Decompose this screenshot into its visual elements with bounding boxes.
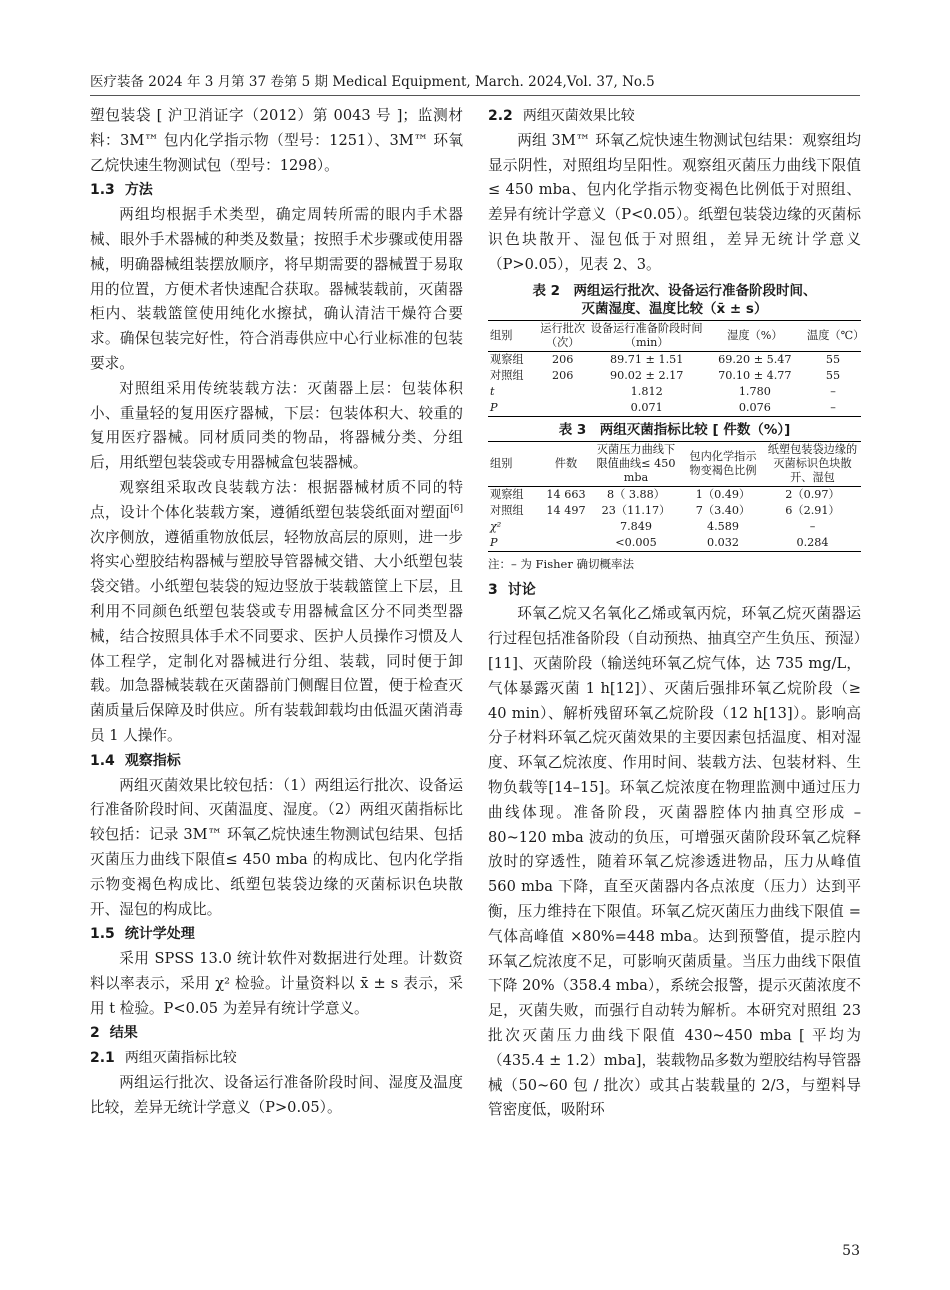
methods-paragraph-1: 两组均根据手术类型，确定周转所需的眼内手术器械、眼外手术器械的种类及数量；按照手术步骤或使用器械，明确器械组装摆放顺序，将早期需要的器械置于易取用的位置，方便术者快速配合获取。器械装载前，灭菌器柜内、装载篮筐使用纯化水擦拭，确认清洁干燥符合要求。确保包装完好性，符合消毒供应中心行业标准的包装要求。 (90, 206, 463, 372)
column-header: 湿度（%） (727, 328, 783, 342)
table-3-caption: 表 3 两组灭菌指标比较 [ 件数（%）] (558, 421, 791, 438)
table-cell: 23（11.17） (601, 503, 671, 517)
right-column (488, 104, 865, 1123)
table-cell (542, 535, 590, 552)
table-cell (542, 519, 590, 535)
column-header: 设备运行准备阶段时间（min） (590, 321, 703, 349)
section-number: 2.1 (90, 1050, 115, 1067)
table-cell: <0.005 (615, 535, 657, 549)
page-number: 53 (842, 1243, 860, 1259)
table-cell: 1.812 (630, 384, 663, 398)
table-2-caption (488, 282, 861, 318)
section-title: 两组灭菌指标比较 (124, 1050, 237, 1067)
section-1-4-heading (90, 749, 463, 774)
section-title: 讨论 (507, 581, 536, 598)
table-cell: t (490, 384, 495, 398)
table-cell: 对照组 (490, 503, 524, 517)
section-2-1-heading (90, 1046, 463, 1071)
column-header: 灭菌压力曲线下限值曲线≤ 450 mba (596, 442, 676, 484)
section-2-heading (90, 1021, 463, 1046)
table-3-note: 注：– 为 Fisher 确切概率法 (488, 556, 634, 571)
statistics-paragraph: 采用 SPSS 13.0 统计软件对数据进行处理。计数资料以率表示，采用 χ² 检验。计量资料以 x̄ ± s 表示，采用 t 检验。P<0.05 为差异有统计学意义。 (90, 950, 463, 1017)
table-cell: – (809, 519, 816, 533)
text-run: 观察组采取改良装载方法：根据器械材质不同的特点，设计个体化装载方案，遵循纸塑包装袋纸面对塑面 (90, 478, 463, 521)
table-cell: 7.849 (619, 519, 653, 533)
table-cell (537, 400, 589, 417)
table-cell: 4.589 (706, 519, 740, 533)
citation: [6] (450, 503, 463, 514)
section-title: 观察指标 (124, 752, 181, 769)
table-row (488, 368, 861, 384)
table-row (488, 535, 861, 552)
intro-paragraph: 塑包装袋 [ 沪卫消证字（2012）第 0043 号 ]；监测材料：3M™ 包内化学指示物（型号：1251）、3M™ 环氧乙烷快速生物测试包（型号：1298）。 (90, 107, 463, 174)
column-header: 组别 (490, 456, 513, 470)
table-cell: – (830, 400, 836, 414)
table-cell: 70.10 ± 4.77 (718, 368, 792, 382)
table-row (488, 351, 861, 368)
section-1-5-heading (90, 922, 463, 947)
section-1-3-heading (90, 178, 463, 203)
section-title: 统计学处理 (124, 926, 195, 943)
table-3 (488, 441, 861, 552)
table-cell: 0.032 (706, 535, 740, 549)
section-number: 2 (90, 1025, 100, 1042)
column-header: 包内化学指示物变褐色比例 (689, 449, 757, 477)
section-title: 方法 (124, 182, 153, 199)
table-row (488, 486, 861, 503)
column-header: 运行批次（次） (540, 321, 586, 349)
table-cell: 69.20 ± 5.47 (718, 352, 792, 366)
table-cell: 55 (825, 368, 841, 382)
discussion-paragraph: 环氧乙烷又名氧化乙烯或氧丙烷，环氧乙烷灭菌器运行过程包括准备阶段（自动预热、抽真空产生负压、预湿）[11]、灭菌阶段（输送纯环氧乙烷气体，达 735 mg/L，气体暴露灭菌 1 h[12]）、灭菌后强排环氧乙烷阶段（≥ 40 min）、解析残留环氧乙烷阶段（12 h[13]）。影响高分子材料环氧乙烷灭菌效果的主要因素包括温度、相对湿度、环氧乙烷浓度、作用时间、装载方法、包装材料、生物负载等[14–15]。环氧乙烷浓度在物理监测中通过压力曲线体现。准备阶段，灭菌器腔体内抽真空形成 –80~120 mba 波动的负压，可增强灭菌阶段环氧乙烷释放时的穿透性，随着环氧乙烷渗透进物品，压力从峰值 560 mba 下降，直至灭菌器内各点浓度（压力）达到平衡，压力维持在下限值。环氧乙烷灭菌压力曲线下限值 = 气体高峰值 ×80%=448 mba。达到预警值，提示腔内环氧乙烷浓度不足，可影响灭菌质量。当压力曲线下限值下降 20%（358.4 mba），系统会报警，提示灭菌浓度不足，灭菌失败，而强行自动转为解析。本研究对照组 23 批次灭菌压力曲线下限值 430~450 mba [ 平均为（435.4 ± 1.2）mba]，装载物品多数为塑胶结构导管器械（50~60 包 / 批次）或其占装载量的 2/3，与塑料导管密度低，吸附环 (488, 605, 861, 1119)
section-number: 1.5 (90, 926, 115, 943)
table-row (488, 519, 861, 535)
table-cell: 0.284 (796, 535, 829, 549)
results-paragraph-2: 两组 3M™ 环氧乙烷快速生物测试包结果：观察组均显示阴性，对照组均呈阳性。观察组灭菌压力曲线下限值≤ 450 mba、包内化学指示物变褐色比例低于对照组、差异有统计学意义（P<0.05）。纸塑包装袋边缘的灭菌标识色块散开、湿包低于对照组，差异无统计学意义（P>0.05），见表 2、3。 (488, 131, 861, 273)
section-title: 两组灭菌效果比较 (522, 108, 635, 124)
section-2-2-heading (488, 104, 861, 129)
table-cell: 1（0.49） (695, 487, 751, 501)
section-3-heading (488, 578, 861, 603)
header-divider (90, 95, 860, 96)
table-cell: 7（3.40） (695, 503, 751, 517)
section-title: 结果 (109, 1025, 138, 1042)
section-number: 2.2 (488, 108, 513, 124)
table-cell: 55 (825, 352, 841, 366)
table-header-row (488, 320, 861, 351)
table-cell: 206 (551, 368, 574, 382)
caption-line: 灭菌湿度、温度比较（x̄ ± s） (581, 300, 768, 317)
table-cell (537, 384, 589, 400)
results-paragraph-1: 两组运行批次、设备运行准备阶段时间、湿度及温度比较，差异无统计学意义（P>0.05）。 (90, 1074, 463, 1116)
table-cell: 6（2.91） (785, 503, 840, 517)
left-column (90, 104, 463, 1121)
column-header: 组别 (490, 328, 513, 342)
table-cell: 对照组 (490, 368, 524, 382)
column-header: 温度（℃） (807, 328, 865, 342)
section-number: 1.4 (90, 752, 115, 769)
table-cell: 2（0.97） (785, 487, 840, 501)
table-cell: P (490, 535, 498, 549)
text-run: 次序侧放，遵循重物放低层，轻物放高层的原则，进一步将实心塑胶结构器械与塑胶导管器械交错、大小纸塑包装袋交错。小纸塑包装袋的短边竖放于装载篮筐上下层，且利用不同颜色纸塑包装袋或专用器械盒区分不同类型器械，结合按照具体手术不同要求、医护人员操作习惯及人体工程学，定制化对器械进行分组、装载，同时便于卸载。加急器械装载在灭菌器前门侧醒目位置，便于检查灭菌质量后保障及时供应。所有装载卸载均由低温灭菌消毒员 1 人操作。 (90, 528, 463, 744)
table-cell: 14 663 (546, 487, 586, 501)
indicators-paragraph: 两组灭菌效果比较包括：（1）两组运行批次、设备运行准备阶段时间、灭菌温度、湿度。（2）两组灭菌指标比较包括：记录 3M™ 环氧乙烷快速生物测试包结果、包括灭菌压力曲线下限值≤ 450 mba 的构成比、包内化学指示物变褐色构成比、纸塑包装袋边缘的灭菌标识色块散开、湿包的构成比。 (90, 776, 463, 918)
section-number: 1.3 (90, 182, 115, 199)
journal-header: 医疗装备 2024 年 3 月第 37 卷第 5 期 Medical Equipment, March. 2024,Vol. 37, No.5 (90, 74, 655, 90)
methods-paragraph-2: 对照组采用传统装载方法：灭菌器上层：包装体积小、重量轻的复用医疗器械，下层：包装体积大、较重的复用医疗器械。同材质同类的物品，将器械分类、分组后，用纸塑包装袋或专用器械盒包装器械。 (90, 379, 463, 472)
table-row (488, 384, 861, 400)
table-cell: 89.71 ± 1.51 (609, 352, 684, 366)
caption-line: 表 2 两组运行批次、设备运行准备阶段时间、 (532, 282, 817, 299)
table-cell: 14 497 (546, 503, 586, 517)
table-2 (488, 320, 865, 417)
section-number: 3 (488, 581, 498, 598)
table-header-row (488, 441, 861, 486)
methods-paragraph-3 (90, 476, 463, 749)
column-header: 件数 (554, 456, 578, 470)
table-row (488, 503, 861, 519)
table-cell: χ² (490, 519, 502, 533)
table-cell: 90.02 ± 2.17 (609, 368, 684, 382)
table-cell: – (830, 384, 836, 398)
table-cell: 1.780 (738, 384, 771, 398)
table-cell: 0.076 (738, 400, 771, 414)
table-cell: 206 (551, 352, 574, 366)
table-cell: 0.071 (630, 400, 663, 414)
table-cell: 观察组 (490, 487, 524, 501)
column-header: 纸塑包装袋边缘的灭菌标识色块散开、湿包 (767, 442, 858, 484)
table-cell: 8（ 3.88） (607, 487, 665, 501)
table-row (488, 400, 861, 417)
table-cell: P (490, 400, 498, 414)
table-cell: 观察组 (490, 352, 524, 366)
